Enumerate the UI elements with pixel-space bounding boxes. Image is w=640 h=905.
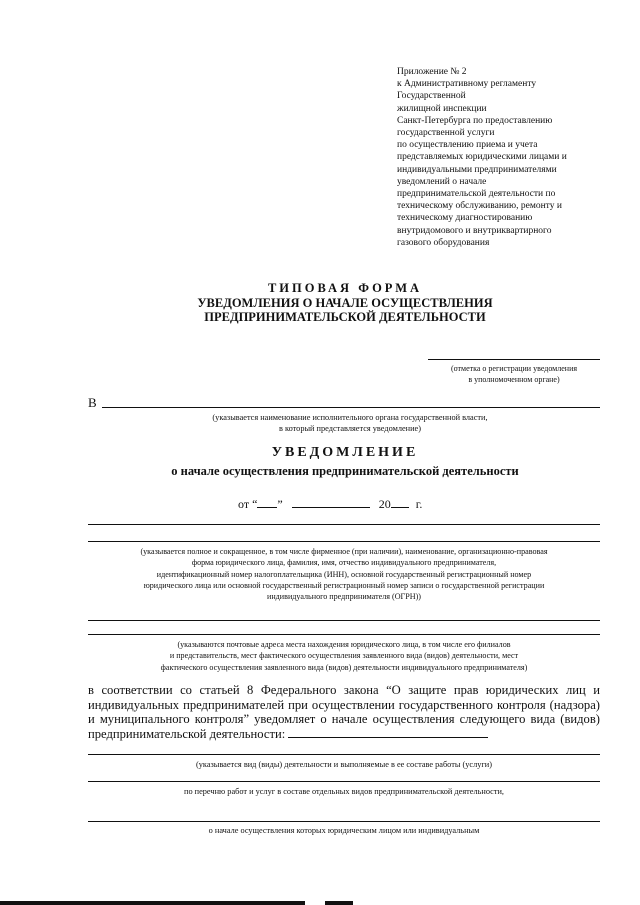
address-note-line-1: (указываются почтовые адреса места нахождения юридического лица, в том числе его филиалов <box>177 640 511 649</box>
body-paragraph-text: в соответствии со статьей 8 Федерального закона “О защите прав юридических лиц и индивидуальных предпринимателей при осуществлении государственного контроля (надзора) и муниципального контроля” уведомляет о начале осуществления следующего вида (видов) предпринимательской деятельности: <box>88 683 600 741</box>
page-bottom-rule <box>0 901 305 905</box>
applicant-field-1[interactable] <box>88 524 600 525</box>
applicant-note <box>85 546 603 602</box>
date-line <box>238 497 422 512</box>
address-note-line-2: и представительств, мест фактического осуществления заявленного вида (видов) деятельности, мест <box>169 651 519 661</box>
registration-note-line-2: в уполномоченном органе) <box>468 375 560 384</box>
applicant-note-line-5: индивидуального предпринимателя (ОГРН)) <box>267 592 421 602</box>
recipient-note-line-2: в который представляется уведомление) <box>279 424 421 433</box>
appendix-line: к Административному регламенту <box>397 79 537 90</box>
month-field[interactable] <box>292 497 370 508</box>
recipient-note-line-1: (указывается наименование исполнительного органа государственной власти, <box>212 413 488 422</box>
appendix-line: техническому диагностированию <box>397 213 533 224</box>
applicant-note-line-3: идентификационный номер налогоплательщика (ИНН), основной государственный регистрационный номер <box>156 569 532 579</box>
activity-field-2[interactable] <box>88 754 600 755</box>
applicant-note-line-4: юридического лица или основной государственный регистрационный номер записи о государственной регистрации <box>143 580 545 590</box>
recipient-note <box>120 412 580 434</box>
form-title-line-1: ТИПОВАЯ ФОРМА <box>267 281 423 295</box>
page-bottom-rule-fragment <box>325 901 353 905</box>
recipient-prefix: В <box>88 395 97 410</box>
applicant-field-2[interactable] <box>88 541 600 542</box>
start-note: о начале осуществления которых юридическим лицом или индивидуальным <box>208 826 480 835</box>
year-prefix: 20 <box>378 497 391 511</box>
appendix-line: Государственной <box>397 91 466 102</box>
applicant-note-line-2: форма юридического лица, фамилия, имя, отчество индивидуального предпринимателя, <box>191 558 497 568</box>
registration-note <box>425 363 603 385</box>
form-title-line-2: УВЕДОМЛЕНИЯ О НАЧАЛЕ ОСУЩЕСТВЛЕНИЯ <box>197 295 493 310</box>
registration-note-line-1: (отметка о регистрации уведомления <box>450 364 578 373</box>
works-field[interactable] <box>88 781 600 782</box>
appendix-line: Приложение № 2 <box>397 67 467 77</box>
year-suffix: г. <box>415 497 423 511</box>
date-quote-close: ” <box>277 497 283 511</box>
year-field[interactable] <box>391 497 409 508</box>
appendix-line: представляемых юридическими лицами и <box>397 152 567 163</box>
appendix-line: предпринимательской деятельности по <box>397 189 556 200</box>
appendix-block <box>397 66 607 249</box>
notice-title: УВЕДОМЛЕНИЕ <box>271 445 419 460</box>
appendix-line: газового оборудования <box>397 237 490 248</box>
registration-mark-field[interactable] <box>428 359 600 360</box>
works-note: по перечню работ и услуг в составе отдельных видов предпринимательской деятельности, <box>184 787 504 796</box>
appendix-line: внутридомового и внутриквартирного <box>397 225 552 236</box>
address-note <box>88 639 600 673</box>
appendix-line: государственной услуги <box>397 128 495 139</box>
address-note-line-3: фактического осуществления заявленного вида (видов) деятельности индивидуального предпринимателя) <box>160 662 528 672</box>
day-field[interactable] <box>257 497 277 508</box>
body-paragraph <box>88 683 600 741</box>
applicant-note-line-1: (указывается полное и сокращенное, в том числе фирменное (при наличии), наименование, организационно-правовая <box>140 547 548 556</box>
appendix-line: техническому обслуживанию, ремонту и <box>397 201 562 212</box>
address-field-2[interactable] <box>88 634 600 635</box>
date-from-label: от “ <box>238 497 258 511</box>
activity-note: (указывается вид (виды) деятельности и выполняемые в ее составе работы (услуги) <box>196 760 492 769</box>
notice-subtitle: о начале осуществления предпринимательской деятельности <box>171 464 519 478</box>
appendix-line: жилищной инспекции <box>397 103 487 114</box>
start-field[interactable] <box>88 821 600 822</box>
address-field-1[interactable] <box>88 620 600 621</box>
form-title <box>150 281 540 325</box>
appendix-line: индивидуальными предпринимателями <box>397 164 557 175</box>
appendix-line: уведомлений о начале <box>397 176 487 187</box>
appendix-line: Санкт-Петербурга по предоставлению <box>397 115 553 126</box>
form-title-line-3: ПРЕДПРИНИМАТЕЛЬСКОЙ ДЕЯТЕЛЬНОСТИ <box>204 310 486 324</box>
appendix-line: по осуществлению приема и учета <box>397 140 538 151</box>
recipient-field[interactable] <box>102 407 600 408</box>
activity-type-field[interactable] <box>288 727 488 738</box>
